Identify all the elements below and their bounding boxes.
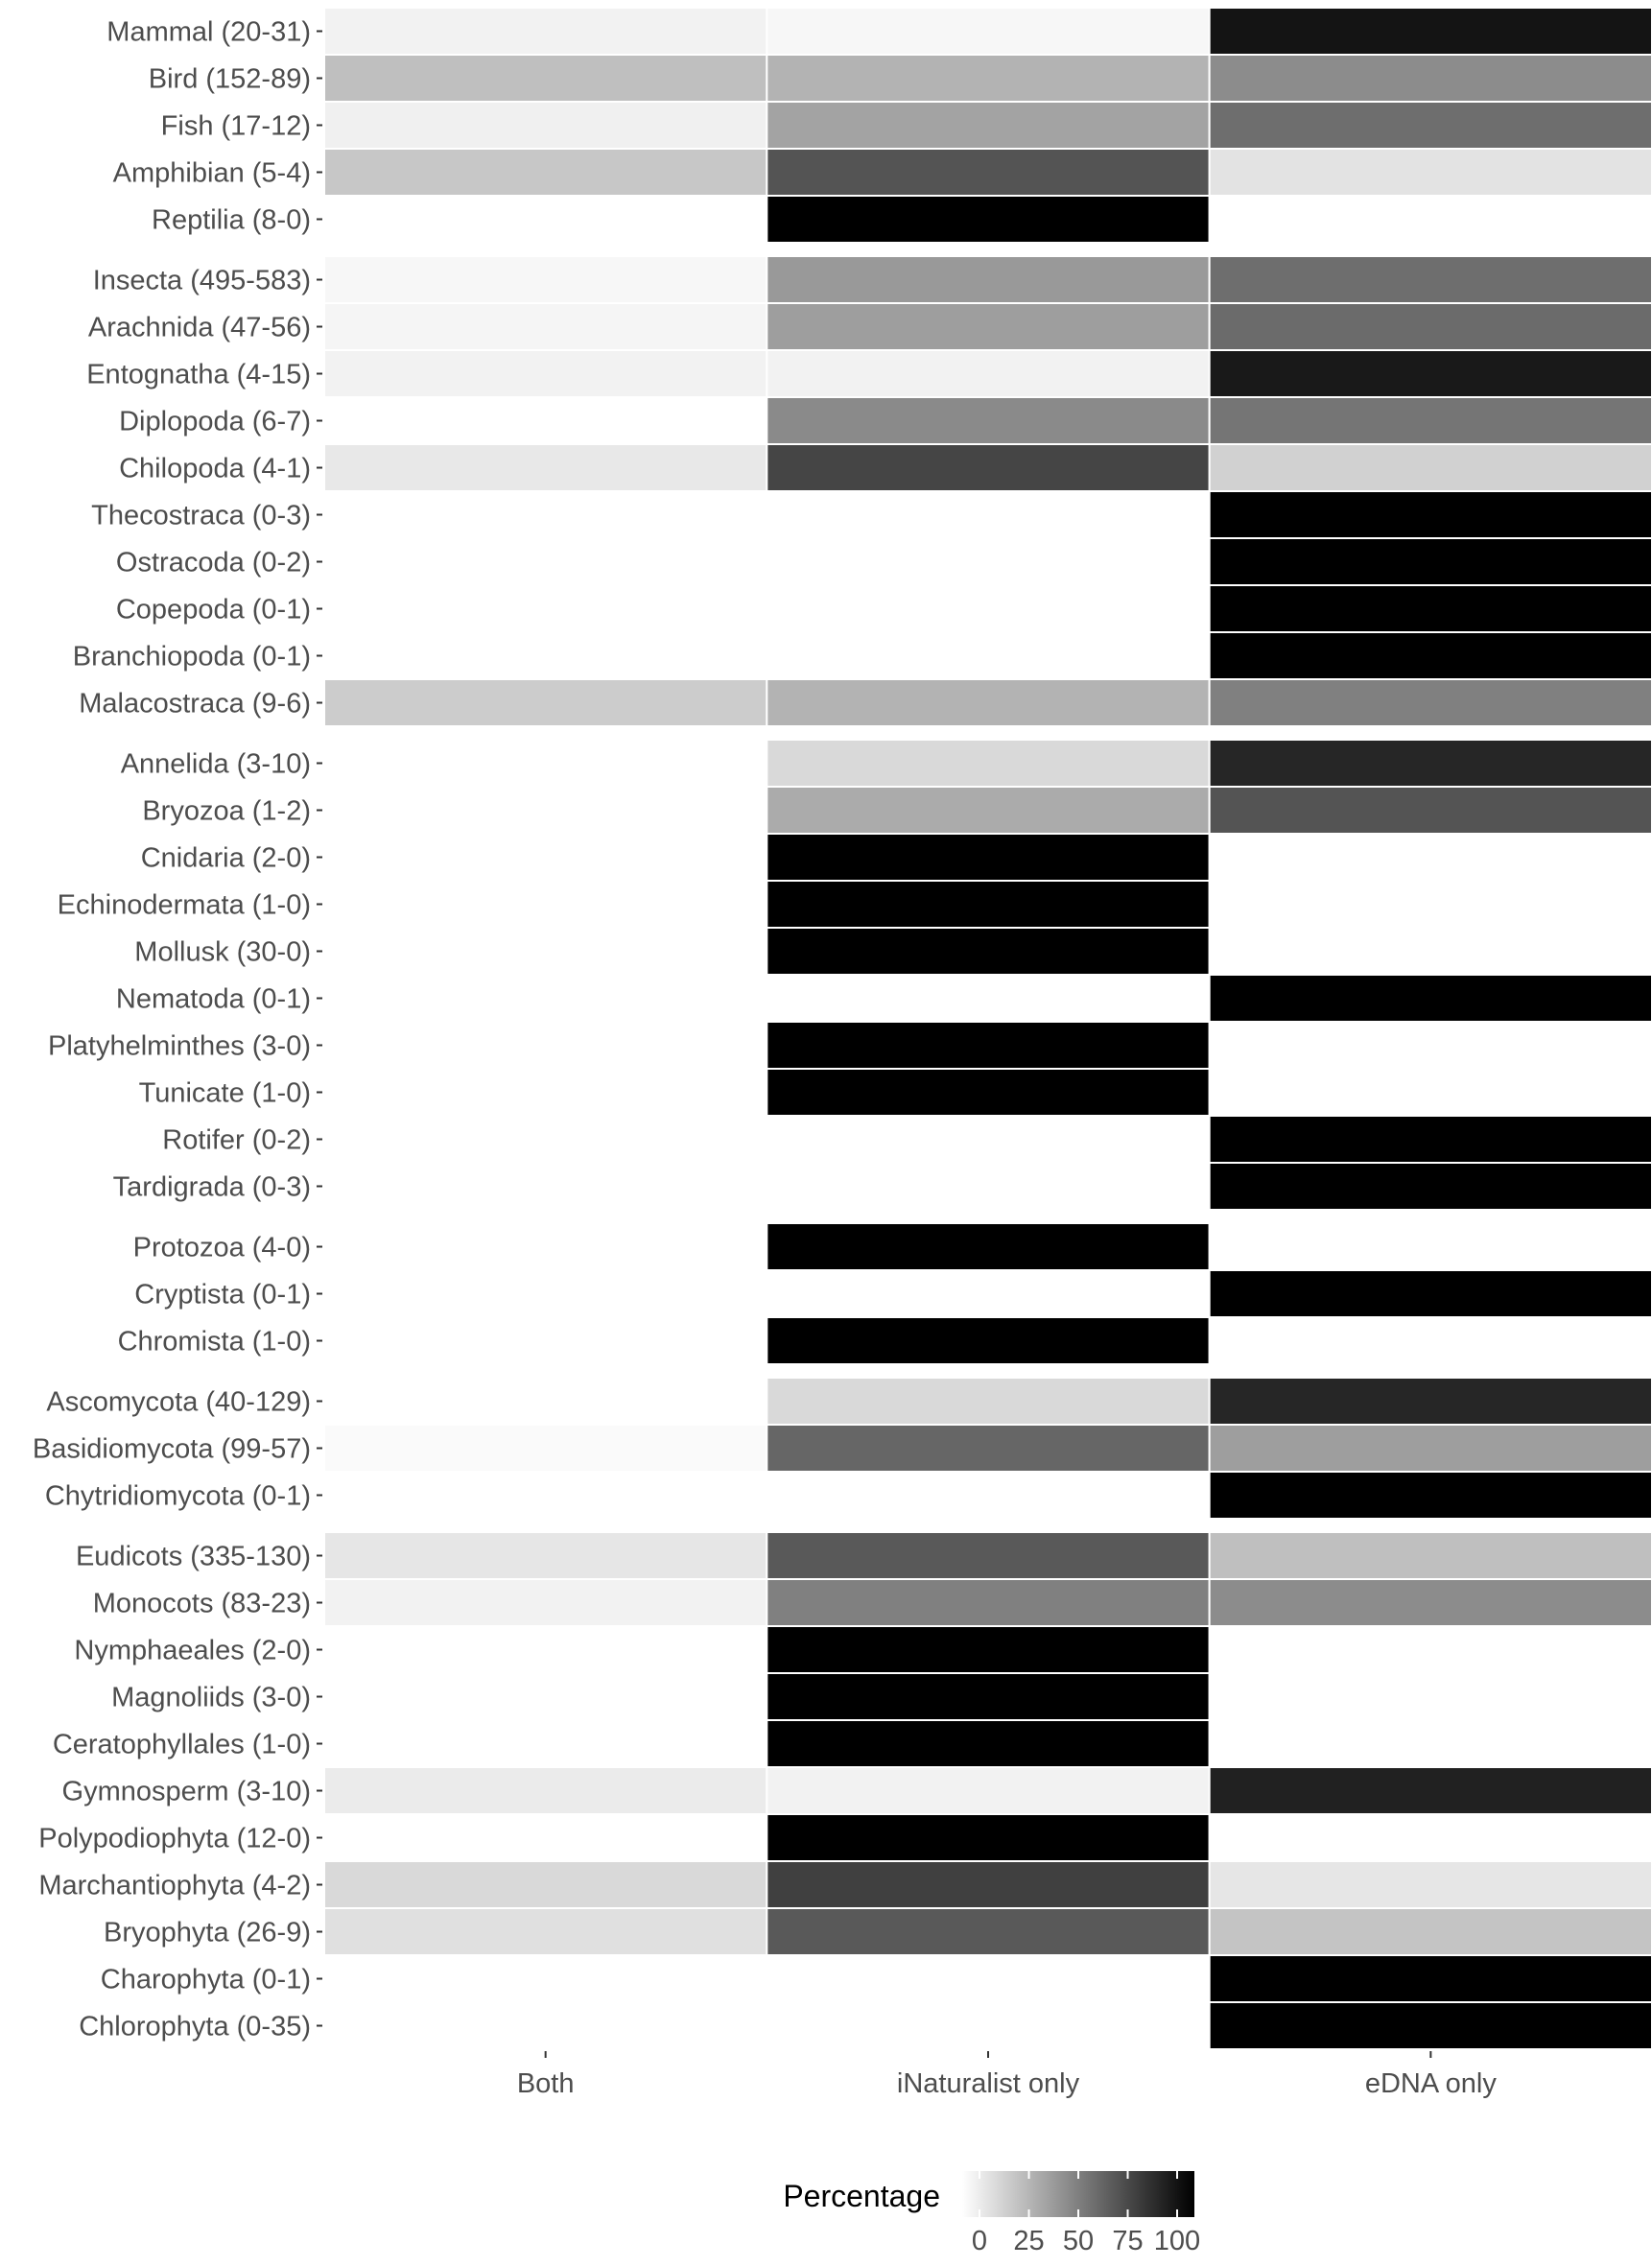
cell-ascomycota-edna-only	[1210, 1378, 1652, 1425]
legend	[783, 2171, 1200, 2256]
cell-chytridiomycota-inaturalist-only	[767, 1472, 1209, 1519]
cell-annelida-both	[324, 740, 767, 787]
cell-nematoda-inaturalist-only	[767, 975, 1209, 1022]
cell-ceratophyllales-edna-only	[1210, 1720, 1652, 1767]
row-label-platyhelminthes: Platyhelminthes (3-0)	[48, 1030, 311, 1062]
cell-ostracoda-inaturalist-only	[767, 538, 1209, 585]
cell-rotifer-edna-only	[1210, 1116, 1652, 1163]
cell-tunicate-both	[324, 1069, 767, 1116]
row-label-gymnosperm: Gymnosperm (3-10)	[61, 1776, 311, 1807]
cell-monocots-edna-only	[1210, 1579, 1652, 1626]
cell-ostracoda-edna-only	[1210, 538, 1652, 585]
row-label-charophyta: Charophyta (0-1)	[100, 1964, 311, 1995]
cell-bryophyta-both	[324, 1908, 767, 1955]
row-label-basidiomycota: Basidiomycota (99-57)	[32, 1433, 311, 1465]
cell-chlorophyta-edna-only	[1210, 2002, 1652, 2049]
cell-chromista-inaturalist-only	[767, 1317, 1209, 1364]
cell-eudicots-inaturalist-only	[767, 1532, 1209, 1579]
cell-thecostraca-both	[324, 491, 767, 538]
cell-eudicots-edna-only	[1210, 1532, 1652, 1579]
row-label-bird: Bird (152-89)	[148, 63, 311, 95]
cell-platyhelminthes-inaturalist-only	[767, 1022, 1209, 1069]
cell-branchiopoda-inaturalist-only	[767, 632, 1209, 679]
row-label-annelida: Annelida (3-10)	[120, 748, 311, 780]
cell-bryozoa-both	[324, 787, 767, 834]
cell-bird-both	[324, 55, 767, 102]
cell-ostracoda-both	[324, 538, 767, 585]
heatmap-cells	[324, 8, 1652, 2049]
cell-cnidaria-inaturalist-only	[767, 834, 1209, 881]
cell-tunicate-edna-only	[1210, 1069, 1652, 1116]
cell-fish-both	[324, 102, 767, 149]
row-label-rotifer: Rotifer (0-2)	[162, 1124, 311, 1156]
cell-magnoliids-inaturalist-only	[767, 1673, 1209, 1720]
cell-magnoliids-both	[324, 1673, 767, 1720]
row-label-chilopoda: Chilopoda (4-1)	[119, 453, 311, 484]
cell-polypodiophyta-both	[324, 1814, 767, 1861]
cell-branchiopoda-edna-only	[1210, 632, 1652, 679]
cell-reptilia-inaturalist-only	[767, 196, 1209, 243]
cell-echinodermata-both	[324, 881, 767, 928]
row-label-mammal: Mammal (20-31)	[106, 16, 311, 48]
row-label-branchiopoda: Branchiopoda (0-1)	[72, 641, 311, 673]
row-label-entognatha: Entognatha (4-15)	[86, 359, 311, 390]
cell-diplopoda-both	[324, 397, 767, 444]
legend-tick-label-0: 0	[971, 2226, 988, 2256]
row-label-arachnida: Arachnida (47-56)	[87, 312, 311, 343]
cell-chytridiomycota-edna-only	[1210, 1472, 1652, 1519]
legend-tick-label-100: 100	[1153, 2226, 1201, 2256]
cell-mammal-edna-only	[1210, 8, 1652, 55]
cell-basidiomycota-inaturalist-only	[767, 1425, 1209, 1472]
cell-malacostraca-edna-only	[1210, 679, 1652, 726]
row-label-amphibian: Amphibian (5-4)	[112, 157, 311, 189]
row-label-malacostraca: Malacostraca (9-6)	[79, 688, 311, 720]
cell-magnoliids-edna-only	[1210, 1673, 1652, 1720]
legend-tick-label-25: 25	[1013, 2226, 1045, 2256]
cell-thecostraca-edna-only	[1210, 491, 1652, 538]
row-label-chytridiomycota: Chytridiomycota (0-1)	[44, 1480, 311, 1512]
cell-chromista-both	[324, 1317, 767, 1364]
cell-nymphaeales-inaturalist-only	[767, 1626, 1209, 1673]
cell-tardigrada-edna-only	[1210, 1163, 1652, 1210]
cell-gymnosperm-inaturalist-only	[767, 1767, 1209, 1814]
cell-bryophyta-edna-only	[1210, 1908, 1652, 1955]
row-label-polypodiophyta: Polypodiophyta (12-0)	[38, 1823, 311, 1854]
cell-polypodiophyta-edna-only	[1210, 1814, 1652, 1861]
cell-copepoda-both	[324, 585, 767, 632]
row-label-thecostraca: Thecostraca (0-3)	[91, 500, 311, 531]
cell-echinodermata-edna-only	[1210, 881, 1652, 928]
cell-entognatha-both	[324, 350, 767, 397]
cell-cryptista-both	[324, 1270, 767, 1317]
cell-platyhelminthes-edna-only	[1210, 1022, 1652, 1069]
cell-bird-inaturalist-only	[767, 55, 1209, 102]
column-label-both: Both	[516, 2068, 575, 2099]
row-label-monocots: Monocots (83-23)	[92, 1588, 311, 1619]
cell-mollusk-both	[324, 928, 767, 975]
row-label-mollusk: Mollusk (30-0)	[134, 936, 311, 968]
cell-monocots-both	[324, 1579, 767, 1626]
cell-cnidaria-edna-only	[1210, 834, 1652, 881]
legend-tick-label-75: 75	[1112, 2226, 1144, 2256]
cell-chromista-edna-only	[1210, 1317, 1652, 1364]
legend-tick-label-50: 50	[1062, 2226, 1095, 2256]
cell-marchantiophyta-inaturalist-only	[767, 1861, 1209, 1908]
cell-bryozoa-edna-only	[1210, 787, 1652, 834]
cell-monocots-inaturalist-only	[767, 1579, 1209, 1626]
cell-eudicots-both	[324, 1532, 767, 1579]
row-label-insecta: Insecta (495-583)	[92, 265, 311, 296]
cell-chilopoda-edna-only	[1210, 444, 1652, 491]
cell-protozoa-both	[324, 1223, 767, 1270]
cell-protozoa-inaturalist-only	[767, 1223, 1209, 1270]
cell-bird-edna-only	[1210, 55, 1652, 102]
cell-ascomycota-both	[324, 1378, 767, 1425]
cell-mollusk-edna-only	[1210, 928, 1652, 975]
cell-mammal-inaturalist-only	[767, 8, 1209, 55]
row-label-cryptista: Cryptista (0-1)	[134, 1279, 311, 1311]
cell-cnidaria-both	[324, 834, 767, 881]
cell-insecta-edna-only	[1210, 256, 1652, 303]
row-label-diplopoda: Diplopoda (6-7)	[119, 406, 311, 437]
row-label-bryophyta: Bryophyta (26-9)	[104, 1917, 311, 1948]
cell-entognatha-inaturalist-only	[767, 350, 1209, 397]
cell-tardigrada-inaturalist-only	[767, 1163, 1209, 1210]
cell-fish-edna-only	[1210, 102, 1652, 149]
cell-reptilia-edna-only	[1210, 196, 1652, 243]
cell-rotifer-inaturalist-only	[767, 1116, 1209, 1163]
cell-chilopoda-both	[324, 444, 767, 491]
row-label-tardigrada: Tardigrada (0-3)	[112, 1171, 311, 1203]
row-label-ostracoda: Ostracoda (0-2)	[115, 547, 311, 579]
cell-ascomycota-inaturalist-only	[767, 1378, 1209, 1425]
cell-reptilia-both	[324, 196, 767, 243]
cell-rotifer-both	[324, 1116, 767, 1163]
cell-nematoda-edna-only	[1210, 975, 1652, 1022]
cell-marchantiophyta-both	[324, 1861, 767, 1908]
cell-chytridiomycota-both	[324, 1472, 767, 1519]
cell-diplopoda-inaturalist-only	[767, 397, 1209, 444]
cell-charophyta-edna-only	[1210, 1955, 1652, 2002]
cell-ceratophyllales-inaturalist-only	[767, 1720, 1209, 1767]
row-label-protozoa: Protozoa (4-0)	[132, 1232, 311, 1263]
cell-charophyta-inaturalist-only	[767, 1955, 1209, 2002]
cell-nymphaeales-edna-only	[1210, 1626, 1652, 1673]
cell-platyhelminthes-both	[324, 1022, 767, 1069]
row-label-reptilia: Reptilia (8-0)	[152, 204, 311, 236]
cell-bryozoa-inaturalist-only	[767, 787, 1209, 834]
cell-annelida-inaturalist-only	[767, 740, 1209, 787]
cell-insecta-both	[324, 256, 767, 303]
cell-arachnida-edna-only	[1210, 303, 1652, 350]
cell-gymnosperm-edna-only	[1210, 1767, 1652, 1814]
cell-charophyta-both	[324, 1955, 767, 2002]
row-label-fish: Fish (17-12)	[160, 110, 311, 142]
row-label-chromista: Chromista (1-0)	[117, 1326, 311, 1358]
row-label-ceratophyllales: Ceratophyllales (1-0)	[52, 1729, 311, 1760]
cell-insecta-inaturalist-only	[767, 256, 1209, 303]
cell-chilopoda-inaturalist-only	[767, 444, 1209, 491]
cell-tardigrada-both	[324, 1163, 767, 1210]
cell-ceratophyllales-both	[324, 1720, 767, 1767]
cell-nymphaeales-both	[324, 1626, 767, 1673]
row-label-chlorophyta: Chlorophyta (0-35)	[79, 2011, 311, 2043]
cell-tunicate-inaturalist-only	[767, 1069, 1209, 1116]
row-label-ascomycota: Ascomycota (40-129)	[46, 1386, 311, 1418]
row-label-cnidaria: Cnidaria (2-0)	[140, 842, 311, 874]
cell-chlorophyta-both	[324, 2002, 767, 2049]
column-labels	[517, 2051, 1498, 2099]
cell-nematoda-both	[324, 975, 767, 1022]
cell-cryptista-inaturalist-only	[767, 1270, 1209, 1317]
cell-basidiomycota-edna-only	[1210, 1425, 1652, 1472]
cell-copepoda-inaturalist-only	[767, 585, 1209, 632]
cell-malacostraca-both	[324, 679, 767, 726]
cell-branchiopoda-both	[324, 632, 767, 679]
cell-thecostraca-inaturalist-only	[767, 491, 1209, 538]
cell-fish-inaturalist-only	[767, 102, 1209, 149]
cell-diplopoda-edna-only	[1210, 397, 1652, 444]
legend-title: Percentage	[783, 2179, 940, 2213]
row-label-nymphaeales: Nymphaeales (2-0)	[74, 1635, 311, 1666]
row-label-echinodermata: Echinodermata (1-0)	[57, 889, 311, 921]
cell-chlorophyta-inaturalist-only	[767, 2002, 1209, 2049]
cell-gymnosperm-both	[324, 1767, 767, 1814]
cell-basidiomycota-both	[324, 1425, 767, 1472]
cell-annelida-edna-only	[1210, 740, 1652, 787]
cell-malacostraca-inaturalist-only	[767, 679, 1209, 726]
cell-amphibian-edna-only	[1210, 149, 1652, 196]
cell-arachnida-both	[324, 303, 767, 350]
cell-mollusk-inaturalist-only	[767, 928, 1209, 975]
row-label-magnoliids: Magnoliids (3-0)	[111, 1682, 311, 1713]
cell-polypodiophyta-inaturalist-only	[767, 1814, 1209, 1861]
column-label-inaturalist-only: iNaturalist only	[896, 2068, 1080, 2099]
row-label-copepoda: Copepoda (0-1)	[115, 594, 311, 626]
cell-mammal-both	[324, 8, 767, 55]
row-labels	[33, 17, 322, 2043]
cell-bryophyta-inaturalist-only	[767, 1908, 1209, 1955]
row-label-marchantiophyta: Marchantiophyta (4-2)	[38, 1870, 311, 1901]
row-label-nematoda: Nematoda (0-1)	[115, 983, 311, 1015]
cell-cryptista-edna-only	[1210, 1270, 1652, 1317]
cell-echinodermata-inaturalist-only	[767, 881, 1209, 928]
cell-entognatha-edna-only	[1210, 350, 1652, 397]
cell-copepoda-edna-only	[1210, 585, 1652, 632]
row-label-tunicate: Tunicate (1-0)	[138, 1077, 311, 1109]
column-label-edna-only: eDNA only	[1364, 2068, 1497, 2099]
cell-protozoa-edna-only	[1210, 1223, 1652, 1270]
cell-amphibian-both	[324, 149, 767, 196]
row-label-bryozoa: Bryozoa (1-2)	[142, 795, 311, 827]
cell-marchantiophyta-edna-only	[1210, 1861, 1652, 1908]
cell-arachnida-inaturalist-only	[767, 303, 1209, 350]
row-label-eudicots: Eudicots (335-130)	[75, 1541, 311, 1572]
cell-amphibian-inaturalist-only	[767, 149, 1209, 196]
